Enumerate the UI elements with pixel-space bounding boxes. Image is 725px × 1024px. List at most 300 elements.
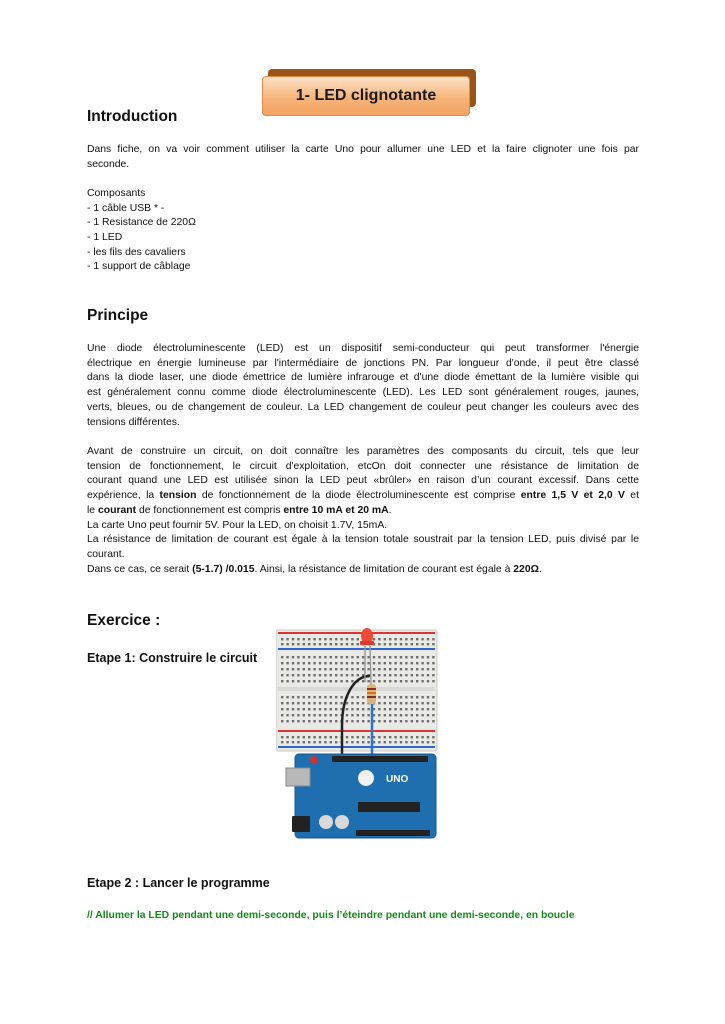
board-logo xyxy=(358,770,374,786)
breadboard-hole xyxy=(389,680,391,682)
breadboard-hole xyxy=(362,741,364,743)
breadboard-hole xyxy=(292,696,294,698)
breadboard-hole xyxy=(313,720,315,722)
code-comment: // Allumer la LED pendant une demi-seconde, puis l’éteindre pendant une demi-seconde, en boucle xyxy=(87,910,575,921)
breadboard-hole xyxy=(389,696,391,698)
breadboard-hole xyxy=(324,702,326,704)
breadboard-hole xyxy=(373,662,375,664)
breadboard-hole xyxy=(432,662,434,664)
breadboard-hole xyxy=(378,638,380,640)
text-line: courant. xyxy=(87,548,125,560)
breadboard-hole xyxy=(319,696,321,698)
breadboard-hole xyxy=(394,643,396,645)
text-span: . xyxy=(388,504,392,516)
component-item: - 1 support de câblage xyxy=(87,261,191,272)
breadboard-hole xyxy=(351,662,353,664)
heading-principe: Principe xyxy=(87,307,149,324)
breadboard-hole xyxy=(427,720,429,722)
header-top xyxy=(332,756,428,762)
breadboard-hole xyxy=(303,714,305,716)
breadboard-hole xyxy=(297,638,299,640)
breadboard-hole xyxy=(405,702,407,704)
breadboard-hole xyxy=(416,696,418,698)
breadboard-hole xyxy=(400,720,402,722)
text-line: verts, bleues, ou de changement de couleur. La LED changement de couleur peut changer les couleurs avec des xyxy=(87,401,639,413)
breadboard-hole xyxy=(427,638,429,640)
breadboard-hole xyxy=(313,668,315,670)
breadboard-hole xyxy=(308,741,310,743)
breadboard-hole xyxy=(411,702,413,704)
component-item: - les fils des cavaliers xyxy=(87,247,186,258)
reset-button xyxy=(310,756,318,764)
breadboard-hole xyxy=(389,643,391,645)
breadboard-hole xyxy=(357,656,359,658)
breadboard-hole xyxy=(400,662,402,664)
breadboard-hole xyxy=(308,643,310,645)
breadboard-hole xyxy=(411,643,413,645)
breadboard-hole xyxy=(330,680,332,682)
breadboard-hole xyxy=(281,736,283,738)
heading-exercice: Exercice : xyxy=(87,612,161,629)
breadboard-hole xyxy=(373,668,375,670)
breadboard-hole xyxy=(335,662,337,664)
breadboard-hole xyxy=(421,714,423,716)
breadboard-hole xyxy=(405,708,407,710)
breadboard-hole xyxy=(286,720,288,722)
breadboard-hole xyxy=(378,656,380,658)
breadboard-hole xyxy=(303,662,305,664)
breadboard-hole xyxy=(313,680,315,682)
breadboard-hole xyxy=(367,668,369,670)
breadboard-hole xyxy=(389,714,391,716)
board-label: UNO xyxy=(386,774,409,785)
breadboard-hole xyxy=(373,638,375,640)
breadboard-hole xyxy=(394,741,396,743)
breadboard-hole xyxy=(313,702,315,704)
breadboard-hole xyxy=(340,674,342,676)
breadboard-hole xyxy=(308,736,310,738)
breadboard-hole xyxy=(421,674,423,676)
breadboard-hole xyxy=(281,702,283,704)
breadboard-hole xyxy=(362,714,364,716)
breadboard-hole xyxy=(389,662,391,664)
breadboard-hole xyxy=(319,643,321,645)
heading-etape-2: Etape 2 : Lancer le programme xyxy=(87,876,270,890)
breadboard-hole xyxy=(389,656,391,658)
breadboard-hole xyxy=(378,741,380,743)
breadboard-hole xyxy=(324,680,326,682)
breadboard-hole xyxy=(330,656,332,658)
breadboard-hole xyxy=(416,702,418,704)
breadboard-hole xyxy=(330,638,332,640)
breadboard-hole xyxy=(297,736,299,738)
breadboard-hole xyxy=(416,736,418,738)
breadboard-hole xyxy=(405,741,407,743)
text-line xyxy=(87,504,639,519)
breadboard-hole xyxy=(411,741,413,743)
breadboard-hole xyxy=(384,702,386,704)
breadboard-hole xyxy=(427,680,429,682)
breadboard-hole xyxy=(292,741,294,743)
breadboard-hole xyxy=(357,736,359,738)
breadboard-hole xyxy=(432,702,434,704)
breadboard-hole xyxy=(384,720,386,722)
text-span: Dans ce cas, ce serait xyxy=(87,563,193,575)
resistor-band xyxy=(367,688,376,690)
breadboard-hole xyxy=(303,638,305,640)
breadboard-hole xyxy=(313,708,315,710)
breadboard-hole xyxy=(416,674,418,676)
breadboard-hole xyxy=(357,696,359,698)
breadboard-hole xyxy=(303,674,305,676)
breadboard-hole xyxy=(367,680,369,682)
breadboard-hole xyxy=(357,741,359,743)
breadboard-hole xyxy=(378,643,380,645)
breadboard-hole xyxy=(346,702,348,704)
breadboard-hole xyxy=(303,643,305,645)
breadboard-hole xyxy=(411,696,413,698)
breadboard-hole xyxy=(346,680,348,682)
breadboard-hole xyxy=(389,638,391,640)
breadboard-hole xyxy=(378,714,380,716)
breadboard-hole xyxy=(378,696,380,698)
breadboard-hole xyxy=(432,668,434,670)
breadboard-hole xyxy=(281,674,283,676)
breadboard-hole xyxy=(340,668,342,670)
breadboard-hole xyxy=(394,668,396,670)
breadboard-hole xyxy=(313,656,315,658)
breadboard-hole xyxy=(308,662,310,664)
breadboard-hole xyxy=(411,674,413,676)
text-line: La carte Uno peut fournir 5V. Pour la LED, on choisit 1.7V, 15mA. xyxy=(87,519,388,531)
breadboard-hole xyxy=(416,680,418,682)
breadboard-hole xyxy=(411,708,413,710)
breadboard-hole xyxy=(324,696,326,698)
breadboard-hole xyxy=(400,696,402,698)
text-span: le xyxy=(87,504,98,516)
breadboard-hole xyxy=(330,662,332,664)
breadboard-hole xyxy=(362,702,364,704)
bold-term: entre 10 mA et 20 mA xyxy=(283,504,389,516)
microcontroller-chip xyxy=(358,802,420,812)
breadboard-hole xyxy=(432,736,434,738)
breadboard-hole xyxy=(297,674,299,676)
heading-introduction: Introduction xyxy=(87,108,178,125)
breadboard-hole xyxy=(351,674,353,676)
breadboard-hole xyxy=(405,674,407,676)
breadboard-hole xyxy=(297,643,299,645)
breadboard-hole xyxy=(297,708,299,710)
breadboard-hole xyxy=(335,696,337,698)
breadboard-hole xyxy=(346,662,348,664)
text-span: et xyxy=(624,490,639,502)
component-item: - 1 LED xyxy=(87,232,123,243)
breadboard-hole xyxy=(313,638,315,640)
breadboard-hole xyxy=(286,680,288,682)
breadboard-hole xyxy=(400,708,402,710)
breadboard-hole xyxy=(362,662,364,664)
breadboard-hole xyxy=(400,680,402,682)
breadboard-hole xyxy=(384,668,386,670)
breadboard-hole xyxy=(308,656,310,658)
breadboard-hole xyxy=(367,662,369,664)
resistor-band xyxy=(367,696,376,698)
breadboard-hole xyxy=(297,680,299,682)
breadboard-hole xyxy=(340,638,342,640)
breadboard-hole xyxy=(292,638,294,640)
breadboard-hole xyxy=(319,736,321,738)
breadboard-hole xyxy=(330,696,332,698)
breadboard-hole xyxy=(335,702,337,704)
breadboard-hole xyxy=(324,643,326,645)
breadboard-hole xyxy=(346,708,348,710)
breadboard-hole xyxy=(281,680,283,682)
breadboard-hole xyxy=(367,714,369,716)
breadboard-hole xyxy=(384,662,386,664)
breadboard-hole xyxy=(335,638,337,640)
breadboard-hole xyxy=(319,638,321,640)
breadboard-hole xyxy=(313,741,315,743)
breadboard-hole xyxy=(330,702,332,704)
breadboard-hole xyxy=(416,643,418,645)
breadboard-hole xyxy=(394,680,396,682)
breadboard-hole xyxy=(427,668,429,670)
breadboard-hole xyxy=(389,708,391,710)
breadboard-hole xyxy=(400,714,402,716)
breadboard-hole xyxy=(427,674,429,676)
breadboard-hole xyxy=(281,668,283,670)
breadboard-hole xyxy=(416,708,418,710)
breadboard-hole xyxy=(297,668,299,670)
breadboard-hole xyxy=(389,702,391,704)
breadboard-hole xyxy=(286,674,288,676)
breadboard-hole xyxy=(297,656,299,658)
breadboard-hole xyxy=(335,741,337,743)
usb-port xyxy=(286,768,310,786)
breadboard-hole xyxy=(292,714,294,716)
breadboard-hole xyxy=(335,736,337,738)
breadboard-hole xyxy=(367,736,369,738)
breadboard-hole xyxy=(351,714,353,716)
breadboard-hole xyxy=(324,668,326,670)
breadboard-hole xyxy=(308,702,310,704)
breadboard-hole xyxy=(367,741,369,743)
breadboard-hole xyxy=(292,680,294,682)
breadboard-hole xyxy=(367,708,369,710)
breadboard-hole xyxy=(367,720,369,722)
breadboard-hole xyxy=(308,668,310,670)
breadboard-hole xyxy=(340,680,342,682)
breadboard-hole xyxy=(281,714,283,716)
breadboard-hole xyxy=(384,714,386,716)
breadboard-hole xyxy=(313,662,315,664)
breadboard-hole xyxy=(281,643,283,645)
breadboard-hole xyxy=(330,720,332,722)
breadboard-hole xyxy=(367,656,369,658)
breadboard-hole xyxy=(303,741,305,743)
breadboard-hole xyxy=(421,680,423,682)
breadboard-hole xyxy=(324,674,326,676)
arduino-board xyxy=(295,754,436,838)
breadboard-hole xyxy=(432,708,434,710)
breadboard-hole xyxy=(319,668,321,670)
heading-etape-1: Etape 1: Construire le circuit xyxy=(87,651,258,665)
breadboard-hole xyxy=(400,656,402,658)
breadboard-hole xyxy=(411,668,413,670)
text-span: . Ainsi, la résistance de limitation de courant est égale à xyxy=(254,563,514,575)
breadboard-hole xyxy=(432,674,434,676)
breadboard-hole xyxy=(313,736,315,738)
breadboard-hole xyxy=(303,656,305,658)
breadboard-hole xyxy=(384,708,386,710)
breadboard-hole xyxy=(335,708,337,710)
breadboard-hole xyxy=(362,708,364,710)
breadboard-hole xyxy=(411,662,413,664)
breadboard-hole xyxy=(351,638,353,640)
breadboard-hole xyxy=(400,674,402,676)
breadboard-hole xyxy=(362,736,364,738)
breadboard-hole xyxy=(286,708,288,710)
breadboard-hole xyxy=(432,643,434,645)
breadboard-hole xyxy=(346,720,348,722)
breadboard-hole xyxy=(384,674,386,676)
breadboard-hole xyxy=(384,741,386,743)
breadboard-hole xyxy=(394,696,396,698)
breadboard-hole xyxy=(384,643,386,645)
text-line xyxy=(87,489,639,504)
breadboard-hole xyxy=(281,656,283,658)
breadboard-hole xyxy=(292,674,294,676)
text-line: tension de fonctionnement, le circuit d'exploitation, etcOn doit connecter une résistance de limitation de xyxy=(87,460,639,472)
breadboard-hole xyxy=(281,741,283,743)
breadboard-hole xyxy=(346,643,348,645)
component-item: - 1 câble USB * - xyxy=(87,203,165,214)
breadboard-hole xyxy=(308,720,310,722)
breadboard-hole xyxy=(308,708,310,710)
capacitor xyxy=(335,815,349,829)
breadboard-hole xyxy=(427,662,429,664)
breadboard-hole xyxy=(427,696,429,698)
breadboard-hole xyxy=(346,638,348,640)
breadboard-hole xyxy=(330,741,332,743)
breadboard-hole xyxy=(421,662,423,664)
power-jack xyxy=(292,816,310,832)
breadboard-hole xyxy=(421,741,423,743)
breadboard-hole xyxy=(297,741,299,743)
breadboard-hole xyxy=(384,696,386,698)
principe-paragraph-2 xyxy=(87,445,639,577)
breadboard-hole xyxy=(378,662,380,664)
breadboard-hole xyxy=(378,674,380,676)
breadboard-hole xyxy=(351,736,353,738)
breadboard-hole xyxy=(335,656,337,658)
bold-term: tension xyxy=(159,490,197,502)
breadboard-hole xyxy=(303,736,305,738)
breadboard-hole xyxy=(416,720,418,722)
power-rail-red-bottom xyxy=(278,730,435,732)
intro-text xyxy=(87,143,639,172)
breadboard-hole xyxy=(286,668,288,670)
breadboard-hole xyxy=(324,741,326,743)
breadboard-hole xyxy=(286,643,288,645)
breadboard-hole xyxy=(416,714,418,716)
breadboard-hole xyxy=(432,696,434,698)
breadboard-hole xyxy=(319,674,321,676)
text-line xyxy=(87,563,639,578)
breadboard-hole xyxy=(405,720,407,722)
breadboard-hole xyxy=(389,720,391,722)
breadboard-hole xyxy=(297,714,299,716)
breadboard-hole xyxy=(421,668,423,670)
breadboard-hole xyxy=(319,714,321,716)
text-span: de fonctionnement de la diode électroluminescente est comprise xyxy=(196,490,521,502)
breadboard-hole xyxy=(362,656,364,658)
breadboard-hole xyxy=(400,702,402,704)
text-line: Avant de construire un circuit, on doit connaître les paramètres des composants du circuit, tels que leur xyxy=(87,446,639,457)
breadboard-hole xyxy=(405,643,407,645)
breadboard-hole xyxy=(351,720,353,722)
text-span: expérience, la xyxy=(87,490,160,502)
breadboard-hole xyxy=(384,680,386,682)
breadboard-hole xyxy=(330,714,332,716)
breadboard-hole xyxy=(389,674,391,676)
breadboard-hole xyxy=(330,708,332,710)
breadboard-hole xyxy=(324,736,326,738)
breadboard-hole xyxy=(427,714,429,716)
breadboard-hole xyxy=(346,674,348,676)
breadboard-hole xyxy=(416,662,418,664)
circuit-illustration xyxy=(276,626,438,840)
breadboard-hole xyxy=(286,741,288,743)
breadboard-hole xyxy=(427,643,429,645)
text-line: électrique en énergie lumineuse par l'intermédiaire de jonctions PN. Par longueur d'onde, il peut être classé xyxy=(87,357,639,369)
breadboard-hole xyxy=(297,696,299,698)
breadboard-hole xyxy=(400,741,402,743)
breadboard-hole xyxy=(357,638,359,640)
breadboard-hole xyxy=(324,656,326,658)
breadboard-hole xyxy=(303,680,305,682)
breadboard-hole xyxy=(292,736,294,738)
breadboard-hole xyxy=(427,736,429,738)
breadboard-hole xyxy=(286,696,288,698)
breadboard-hole xyxy=(313,696,315,698)
text-line: tensions différentes. xyxy=(87,416,180,428)
power-rail-red-top xyxy=(278,632,435,634)
breadboard-hole xyxy=(286,662,288,664)
breadboard-hole xyxy=(394,674,396,676)
breadboard-hole xyxy=(394,720,396,722)
breadboard-hole xyxy=(303,696,305,698)
breadboard-hole xyxy=(416,638,418,640)
breadboard-hole xyxy=(351,702,353,704)
breadboard-hole xyxy=(281,696,283,698)
breadboard-hole xyxy=(400,643,402,645)
breadboard-hole xyxy=(357,674,359,676)
text-line: dans la diode laser, une diode émettrice de lumière infrarouge et d'une diode émettant de la lumière visible qui xyxy=(87,372,639,384)
breadboard-hole xyxy=(303,702,305,704)
breadboard-hole xyxy=(405,696,407,698)
breadboard-hole xyxy=(357,702,359,704)
breadboard-hole xyxy=(286,714,288,716)
breadboard-hole xyxy=(308,680,310,682)
breadboard-hole xyxy=(303,708,305,710)
breadboard-hole xyxy=(357,643,359,645)
breadboard-hole xyxy=(421,708,423,710)
breadboard-hole xyxy=(313,714,315,716)
breadboard-hole xyxy=(394,638,396,640)
breadboard-hole xyxy=(308,638,310,640)
breadboard-hole xyxy=(319,720,321,722)
